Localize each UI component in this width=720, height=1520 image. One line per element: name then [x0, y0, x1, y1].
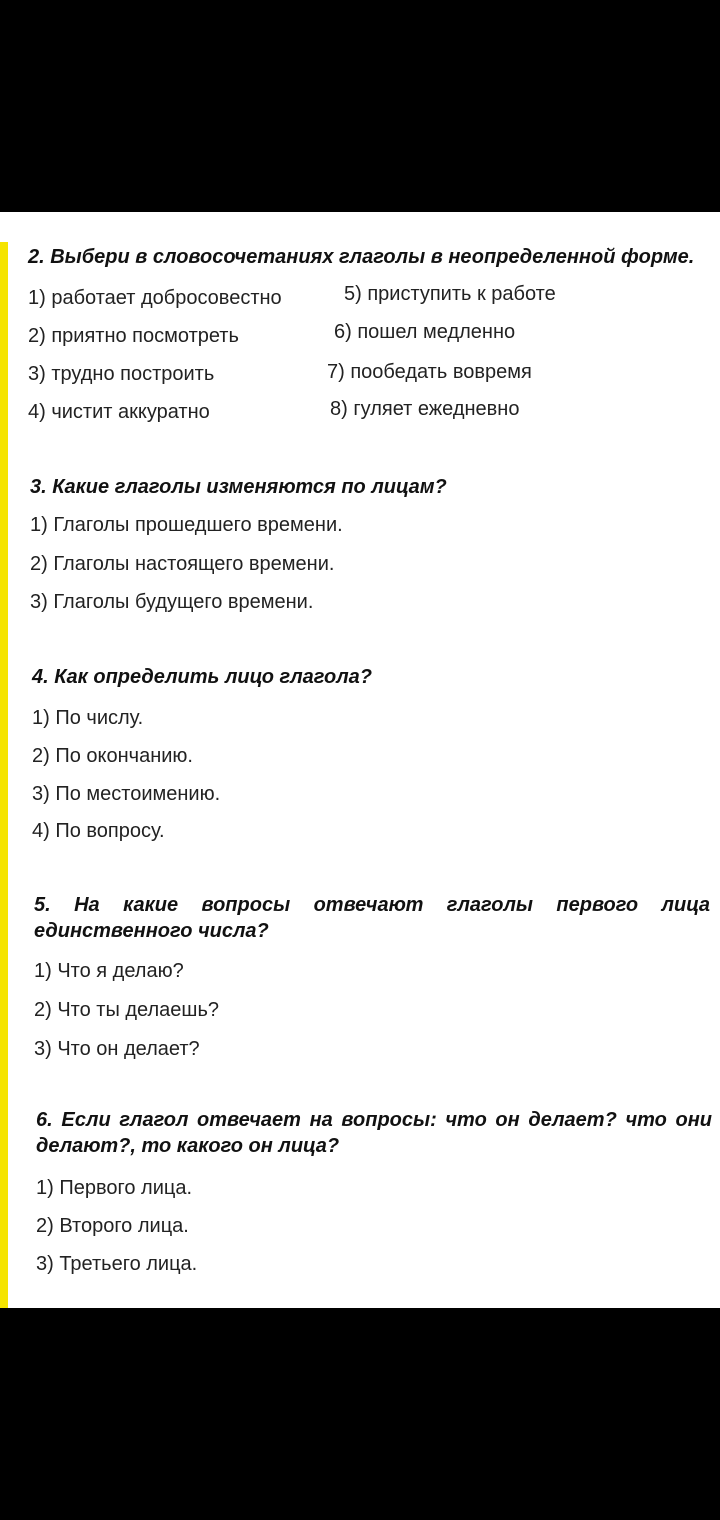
question-5: [34, 892, 710, 944]
option-3: 3) По местоимению.: [32, 783, 221, 805]
question-2: [28, 244, 708, 270]
option-1: 1) Что я делаю?: [34, 960, 184, 982]
option-3: 3) Глаголы будущего времени.: [30, 591, 314, 613]
question-title: 5. На какие вопросы отвечают глаголы первого лица единственного числа?: [34, 894, 710, 942]
option-2: 2) Второго лица.: [36, 1215, 189, 1237]
yellow-edge-stripe: [0, 242, 8, 1308]
option-2: 2) Глаголы настоящего времени.: [30, 553, 335, 575]
option-1: 1) Первого лица.: [36, 1177, 192, 1199]
worksheet-page: [0, 212, 720, 1308]
option-4: 4) чистит аккуратно: [28, 401, 210, 423]
option-4: 4) По вопросу.: [32, 820, 165, 842]
option-2: 2) Что ты делаешь?: [34, 999, 220, 1021]
question-title: 6. Если глагол отвечает на вопросы: что он делает? что они делают?, то какого он лица?: [36, 1109, 712, 1157]
option-8: 8) гуляет ежедневно: [330, 398, 520, 420]
option-1: 1) По числу.: [32, 707, 144, 729]
question-4: [32, 664, 712, 690]
option-7: 7) пообедать вовремя: [327, 361, 532, 383]
question-6: [36, 1107, 712, 1159]
question-3: [30, 474, 710, 500]
option-3: 3) Что он делает?: [34, 1038, 200, 1060]
question-title: 4. Как определить лицо глагола?: [32, 666, 372, 688]
option-1: 1) работает добросовестно: [28, 287, 282, 309]
option-1: 1) Глаголы прошедшего времени.: [30, 514, 343, 536]
option-6: 6) пошел медленно: [334, 321, 516, 343]
question-title: 3. Какие глаголы изменяются по лицам?: [30, 476, 447, 498]
option-2: 2) По окончанию.: [32, 745, 193, 767]
option-5: 5) приступить к работе: [344, 283, 556, 305]
option-3: 3) трудно построить: [28, 363, 215, 385]
option-2: 2) приятно посмотреть: [28, 325, 239, 347]
option-3: 3) Третьего лица.: [36, 1253, 198, 1275]
question-title: 2. Выбери в словосочетаниях глаголы в неопределенной форме.: [28, 246, 695, 268]
